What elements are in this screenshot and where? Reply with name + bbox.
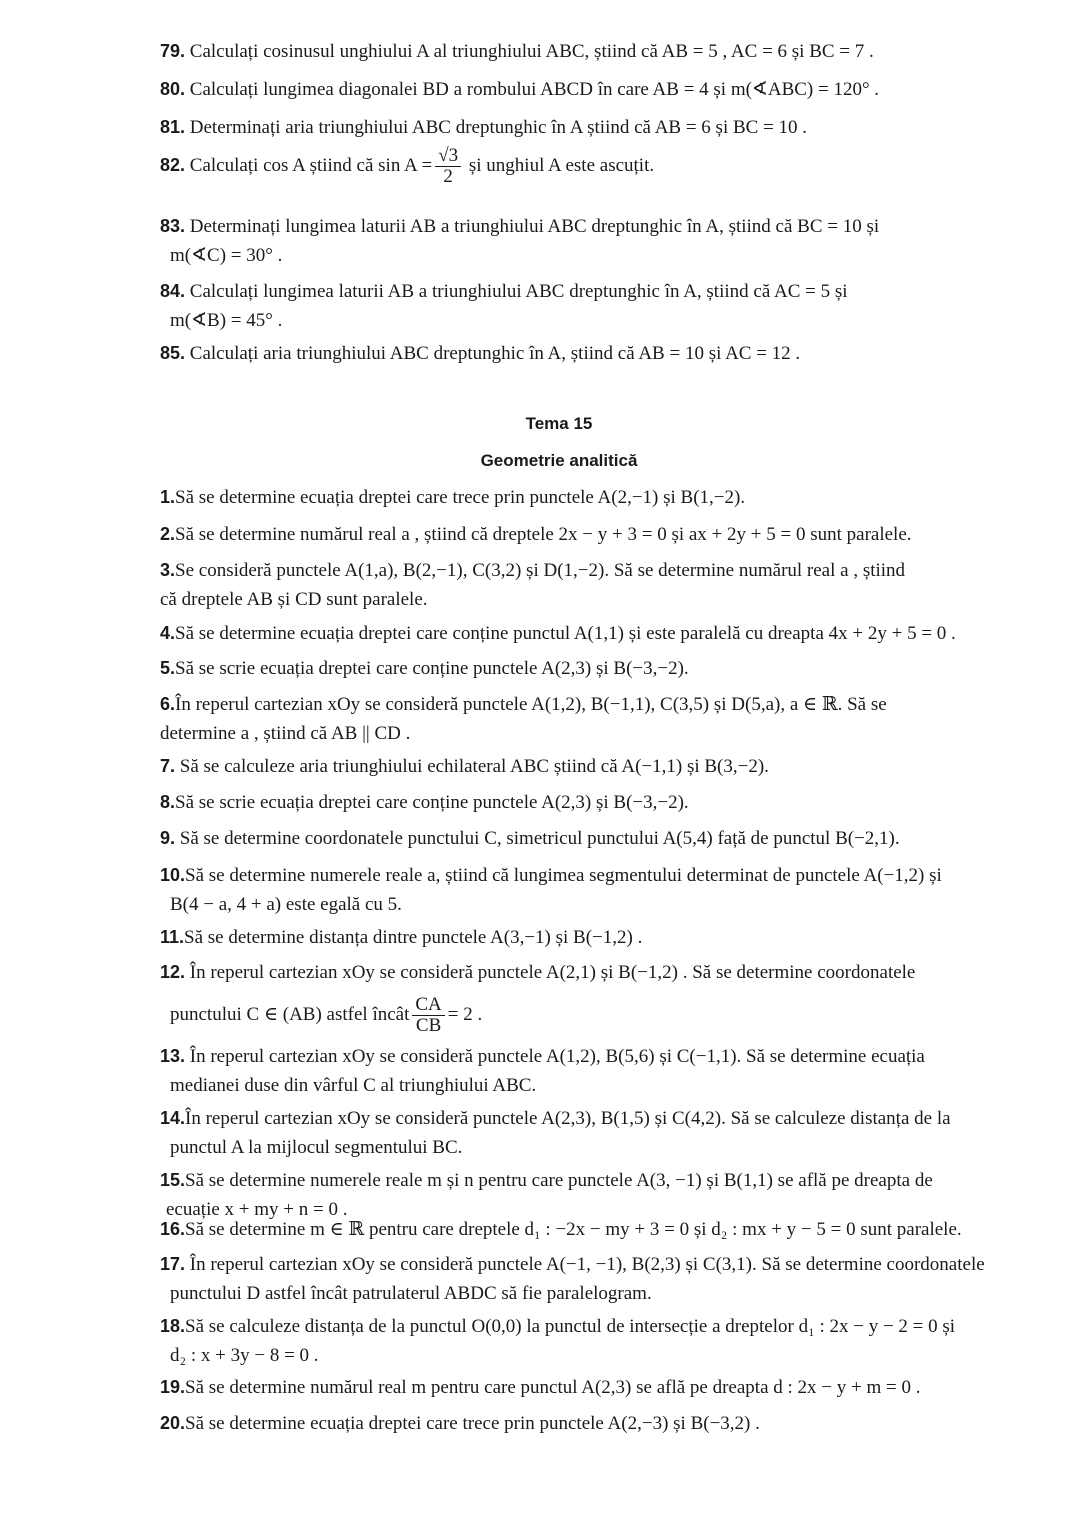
problem-number: 80.: [160, 79, 186, 99]
problem-11: [160, 923, 990, 952]
fraction-sqrt3-over-2: [435, 146, 461, 187]
problem-text: Să se determine numerele reale m și n pentru care punctele A(3, −1) și B(1,1) se află pe dreapta de: [185, 1170, 933, 1191]
problem-number: 7.: [160, 756, 176, 776]
problem-9: [160, 824, 990, 853]
problem-20: [160, 1409, 990, 1438]
problem-text: Calculați lungimea laturii AB a triunghiului ABC dreptunghic în A, știind că AC = 5 și: [189, 281, 848, 302]
problem-number: 2.: [160, 524, 176, 544]
problem-text-end: și unghiul A este ascuțit.: [468, 154, 655, 176]
problem-5: [160, 654, 990, 683]
problem-19: [160, 1373, 990, 1402]
section-title: Tema 15: [525, 414, 593, 433]
problem-number: 81.: [160, 117, 186, 137]
problem-text: Să se calculeze distanța de la punctul O(0,0) la punctul de intersecție a dreptelor d₁ : 2x − y − 2 = 0 și: [185, 1316, 956, 1337]
problem-continuation: m(∢B) = 45° .: [170, 310, 283, 331]
problem-text: În reperul cartezian xOy se consideră punctele A(1,2), B(5,6) și C(−1,1). Să se determine ecuația: [189, 1046, 925, 1067]
fraction-numerator: CA: [412, 995, 444, 1016]
problem-number: 85.: [160, 343, 186, 363]
problem-number: 6.: [160, 694, 176, 714]
fraction-ca-over-cb: [412, 995, 444, 1036]
problem-number: 1.: [160, 487, 176, 507]
problem-10: [160, 861, 990, 919]
problem-continuation: m(∢C) = 30° .: [170, 245, 283, 266]
problem-number: 82.: [160, 154, 186, 175]
problem-text: Să se determine distanța dintre punctele A(3,−1) și B(−1,2) .: [184, 927, 643, 948]
problem-1: [160, 483, 990, 512]
problem-number: 17.: [160, 1254, 186, 1274]
problem-text: Calculați lungimea diagonalei BD a rombului ABCD în care AB = 4 și m(∢ABC) = 120° .: [189, 79, 880, 100]
problem-14: [160, 1104, 990, 1162]
problem-8: [160, 788, 990, 817]
problem-16: [160, 1215, 990, 1244]
problem-number: 3.: [160, 560, 176, 580]
problem-number: 19.: [160, 1377, 186, 1397]
problem-text: Să se determine numerele reale a, știind că lungimea segmentului determinat de punctele A(−1,2) și: [185, 865, 942, 886]
problem-text: În reperul cartezian xOy se consideră punctele A(2,1) și B(−1,2) . Să se determine coordonatele: [189, 962, 916, 983]
problem-79: [160, 37, 990, 66]
problem-3: [160, 556, 990, 614]
problem-number: 16.: [160, 1219, 186, 1239]
continuation-text-end: = 2 .: [447, 1003, 483, 1025]
problem-text: Să se determine ecuația dreptei care trece prin punctele A(2,−3) și B(−3,2) .: [185, 1413, 760, 1434]
problem-number: 5.: [160, 658, 176, 678]
problem-number: 13.: [160, 1046, 186, 1066]
problem-84: [160, 277, 990, 335]
problem-number: 15.: [160, 1170, 186, 1190]
problem-12: [160, 958, 990, 1036]
fraction-denominator: 2: [443, 166, 453, 187]
problem-text: Să se determine numărul real m pentru care punctul A(2,3) se află pe dreapta d : 2x − y + m = 0 .: [185, 1377, 921, 1398]
problem-continuation: că dreptele AB și CD sunt paralele.: [160, 589, 428, 610]
problem-number: 84.: [160, 281, 186, 301]
problem-text: Să se determine ecuația dreptei care conține punctul A(1,1) și este paralelă cu dreapta 4x + 2y + 5 = 0 .: [175, 623, 956, 644]
problem-text: În reperul cartezian xOy se consideră punctele A(1,2), B(−1,1), C(3,5) și D(5,a), a ∈ ℝ. Să se: [175, 694, 887, 715]
problem-text: Determinați aria triunghiului ABC dreptunghic în A știind că AB = 6 și BC = 10 .: [189, 117, 808, 138]
problem-text: Să se determine m ∈ ℝ pentru care dreptele d₁ : −2x − my + 3 = 0 și d₂ : mx + y − 5 = 0 sunt paralele.: [185, 1219, 962, 1240]
problem-text: Să se determine ecuația dreptei care trece prin punctele A(2,−1) și B(1,−2).: [175, 487, 746, 508]
problem-17: [160, 1250, 990, 1308]
problem-continuation: punctul A la mijlocul segmentului BC.: [170, 1137, 463, 1158]
problem-text: Să se determine numărul real a , știind că dreptele 2x − y + 3 = 0 și ax + 2y + 5 = 0 sunt paralele.: [175, 524, 912, 545]
problem-82: [160, 146, 990, 187]
problem-number: 20.: [160, 1413, 186, 1433]
problem-text: Să se determine coordonatele punctului C, simetricul punctului A(5,4) față de punctul B(−2,1).: [179, 828, 900, 849]
fraction-numerator: √3: [435, 146, 461, 167]
problem-continuation: d₂ : x + 3y − 8 = 0 .: [170, 1345, 319, 1366]
problem-2: [160, 520, 990, 549]
problem-number: 11.: [160, 927, 185, 947]
problem-text: Calculați cos A știind că sin A =: [189, 154, 433, 176]
problem-number: 18.: [160, 1316, 186, 1336]
problem-number: 9.: [160, 828, 176, 848]
problem-text: În reperul cartezian xOy se consideră punctele A(2,3), B(1,5) și C(4,2). Să se calculeze distanța de la: [185, 1108, 951, 1129]
problem-81: [160, 113, 990, 142]
fraction-denominator: CB: [415, 1015, 442, 1036]
problem-85: [160, 339, 990, 368]
problem-number: 10.: [160, 865, 186, 885]
problem-continuation: ecuație x + my + n = 0 .: [166, 1199, 348, 1220]
problem-number: 79.: [160, 41, 186, 61]
problem-83: [160, 212, 990, 270]
problem-text: Să se calculeze aria triunghiului echilateral ABC știind că A(−1,1) și B(3,−2).: [179, 756, 769, 777]
problem-text: Să se scrie ecuația dreptei care conține punctele A(2,3) și B(−3,−2).: [175, 658, 689, 679]
problem-continuation: medianei duse din vârful C al triunghiului ABC.: [170, 1075, 537, 1096]
problem-text: Să se scrie ecuația dreptei care conține punctele A(2,3) și B(−3,−2).: [175, 792, 689, 813]
problem-text: Determinați lungimea laturii AB a triunghiului ABC dreptunghic în A, știind că BC = 10 și: [189, 216, 880, 237]
problem-continuation: determine a , știind că AB || CD .: [160, 723, 411, 744]
problem-number: 4.: [160, 623, 176, 643]
problem-continuation: punctului D astfel încât patrulaterul ABDC să fie paralelogram.: [170, 1283, 652, 1304]
problem-6: [160, 690, 990, 748]
problem-text: Calculați aria triunghiului ABC dreptunghic în A, știind că AB = 10 și AC = 12 .: [189, 343, 801, 364]
section-subtitle: Geometrie analitică: [480, 451, 638, 470]
problem-number: 83.: [160, 216, 186, 236]
problem-80: [160, 75, 990, 104]
problem-7: [160, 752, 990, 781]
problem-continuation: B(4 − a, 4 + a) este egală cu 5.: [170, 894, 402, 915]
continuation-text: punctului C ∈ (AB) astfel încât: [170, 1003, 410, 1025]
problem-number: 14.: [160, 1108, 186, 1128]
problem-text: Calculați cosinusul unghiului A al triunghiului ABC, știind că AB = 5 , AC = 6 și BC = 7 .: [189, 41, 874, 62]
problem-continuation: [160, 995, 990, 1036]
problem-number: 12.: [160, 962, 186, 982]
problem-text: În reperul cartezian xOy se consideră punctele A(−1, −1), B(2,3) și C(3,1). Să se determine coordonatele: [189, 1254, 985, 1275]
problem-number: 8.: [160, 792, 176, 812]
problem-4: [160, 619, 990, 648]
problem-13: [160, 1042, 990, 1100]
problem-18: [160, 1312, 990, 1370]
problem-text: Se consideră punctele A(1,a), B(2,−1), C(3,2) și D(1,−2). Să se determine numărul real a , știind: [175, 560, 906, 581]
